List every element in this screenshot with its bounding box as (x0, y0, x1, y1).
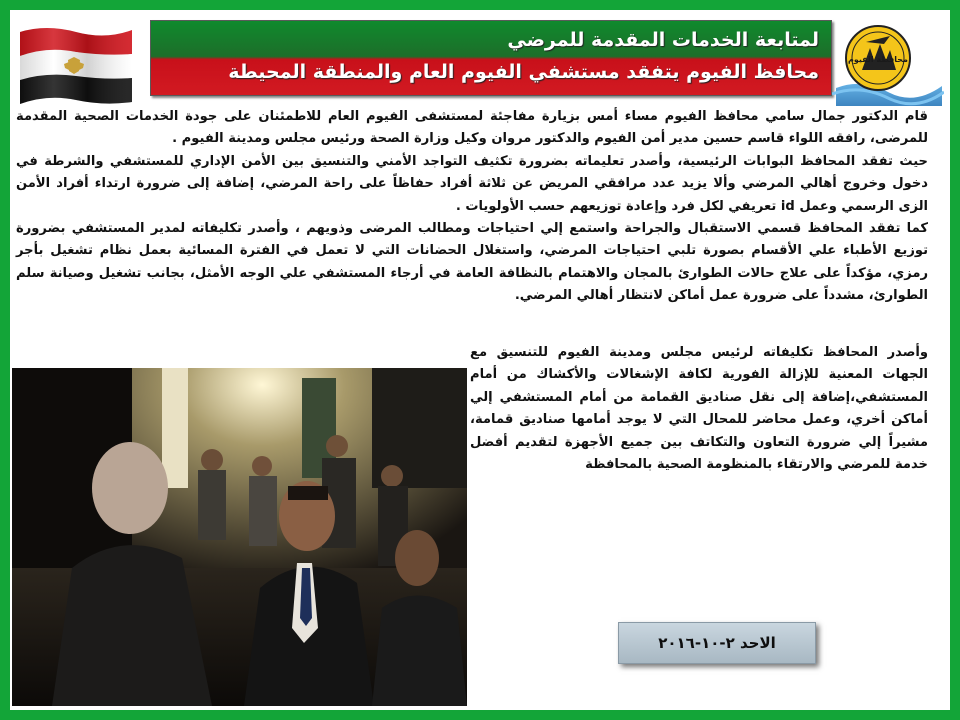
egypt-flag (16, 22, 136, 106)
paragraph-2: حيث تفقد المحافظ البوابات الرئيسية، وأصدر تعليماته بضرورة تكثيف التواجد الأمني والتنسيق بين الأمن الإداري للمستشفي والشرطة في دخول وخروج أهالي المرضي وألا يزيد عدد مرافقي المريض عن ثلاثة أفراد حفاظاً على راحة المرضي، إضافة إلى ضرورة ارتداء أفراد الأمن الزى الرسمي وعمل id تعريفي لكل فرد وإعادة توزيعهم حسب الأولويات . (16, 153, 928, 214)
date-label: الاحد ٢-١٠-٢٠١٦ (658, 634, 776, 652)
fayoum-governorate-logo (832, 14, 944, 106)
article-column (470, 342, 928, 476)
news-photo (12, 368, 467, 706)
date-box (618, 622, 816, 664)
paragraph-1: قام الدكتور جمال سامي محافظ الفيوم مساء أمس بزيارة مفاجئة لمستشفى الفيوم العام للاطمئنان على جودة الخدمات الصحية المقدمة للمرضى، رافقه اللواء قاسم حسين مدير أمن الفيوم والدكتور مروان وكيل وزارة الصحة ورئيس مجلس ومدينة الفيوم . (16, 109, 928, 147)
paragraph-3: كما تفقد المحافظ قسمي الاستقبال والجراحة واستمع إلي احتياجات ومطالب المرضى وذويهم ، وأصدر تكليفاته لمدير المستشفي بضرورة توزيع الأطباء علي الأقسام بصورة تلبي احتياجات المرضي، واستغلال الحضانات التي لا تعمل في الفترة المسائية بعمل نظام تشغيل بأجر رمزي، مؤكداً على علاج حالات الطوارئ بالمجان والاهتمام بالنظافة العامة في أرجاء المستشفي علي الوجه الأمثل، بجانب تشغيل وصيانة سلم الطوارئ، مشدداً على ضرورة عمل أماكن لانتظار أهالي المرضي. (16, 221, 928, 304)
header-title: محافظ الفيوم يتفقد مستشفي الفيوم العام والمنطقة المحيطة (228, 61, 819, 83)
paragraph-4: وأصدر المحافظ تكليفاته لرئيس مجلس ومدينة الفيوم للتنسيق مع الجهات المعنية للإزالة الفورية لكافة الإشغالات والأكشاك من أمام المستشفي،إضافة إلى نقل صناديق القمامة من أمام المستشفي إلي أماكن أخري، وعمل محاضر للمحال التي لا يوجد أمامها صناديق قمامة، مشيراً إلي ضرورة التعاون والتكاتف بين جميع الأجهزة لتقديم أفضل خدمة للمرضي والارتقاء بالمنظومة الصحية بالمحافظة (470, 345, 928, 473)
header-subtitle: لمتابعة الخدمات المقدمة للمرضي (507, 29, 819, 51)
article-body (16, 106, 928, 308)
logo-caption: محافظة الفيوم (847, 55, 909, 64)
header-banner (150, 20, 832, 96)
